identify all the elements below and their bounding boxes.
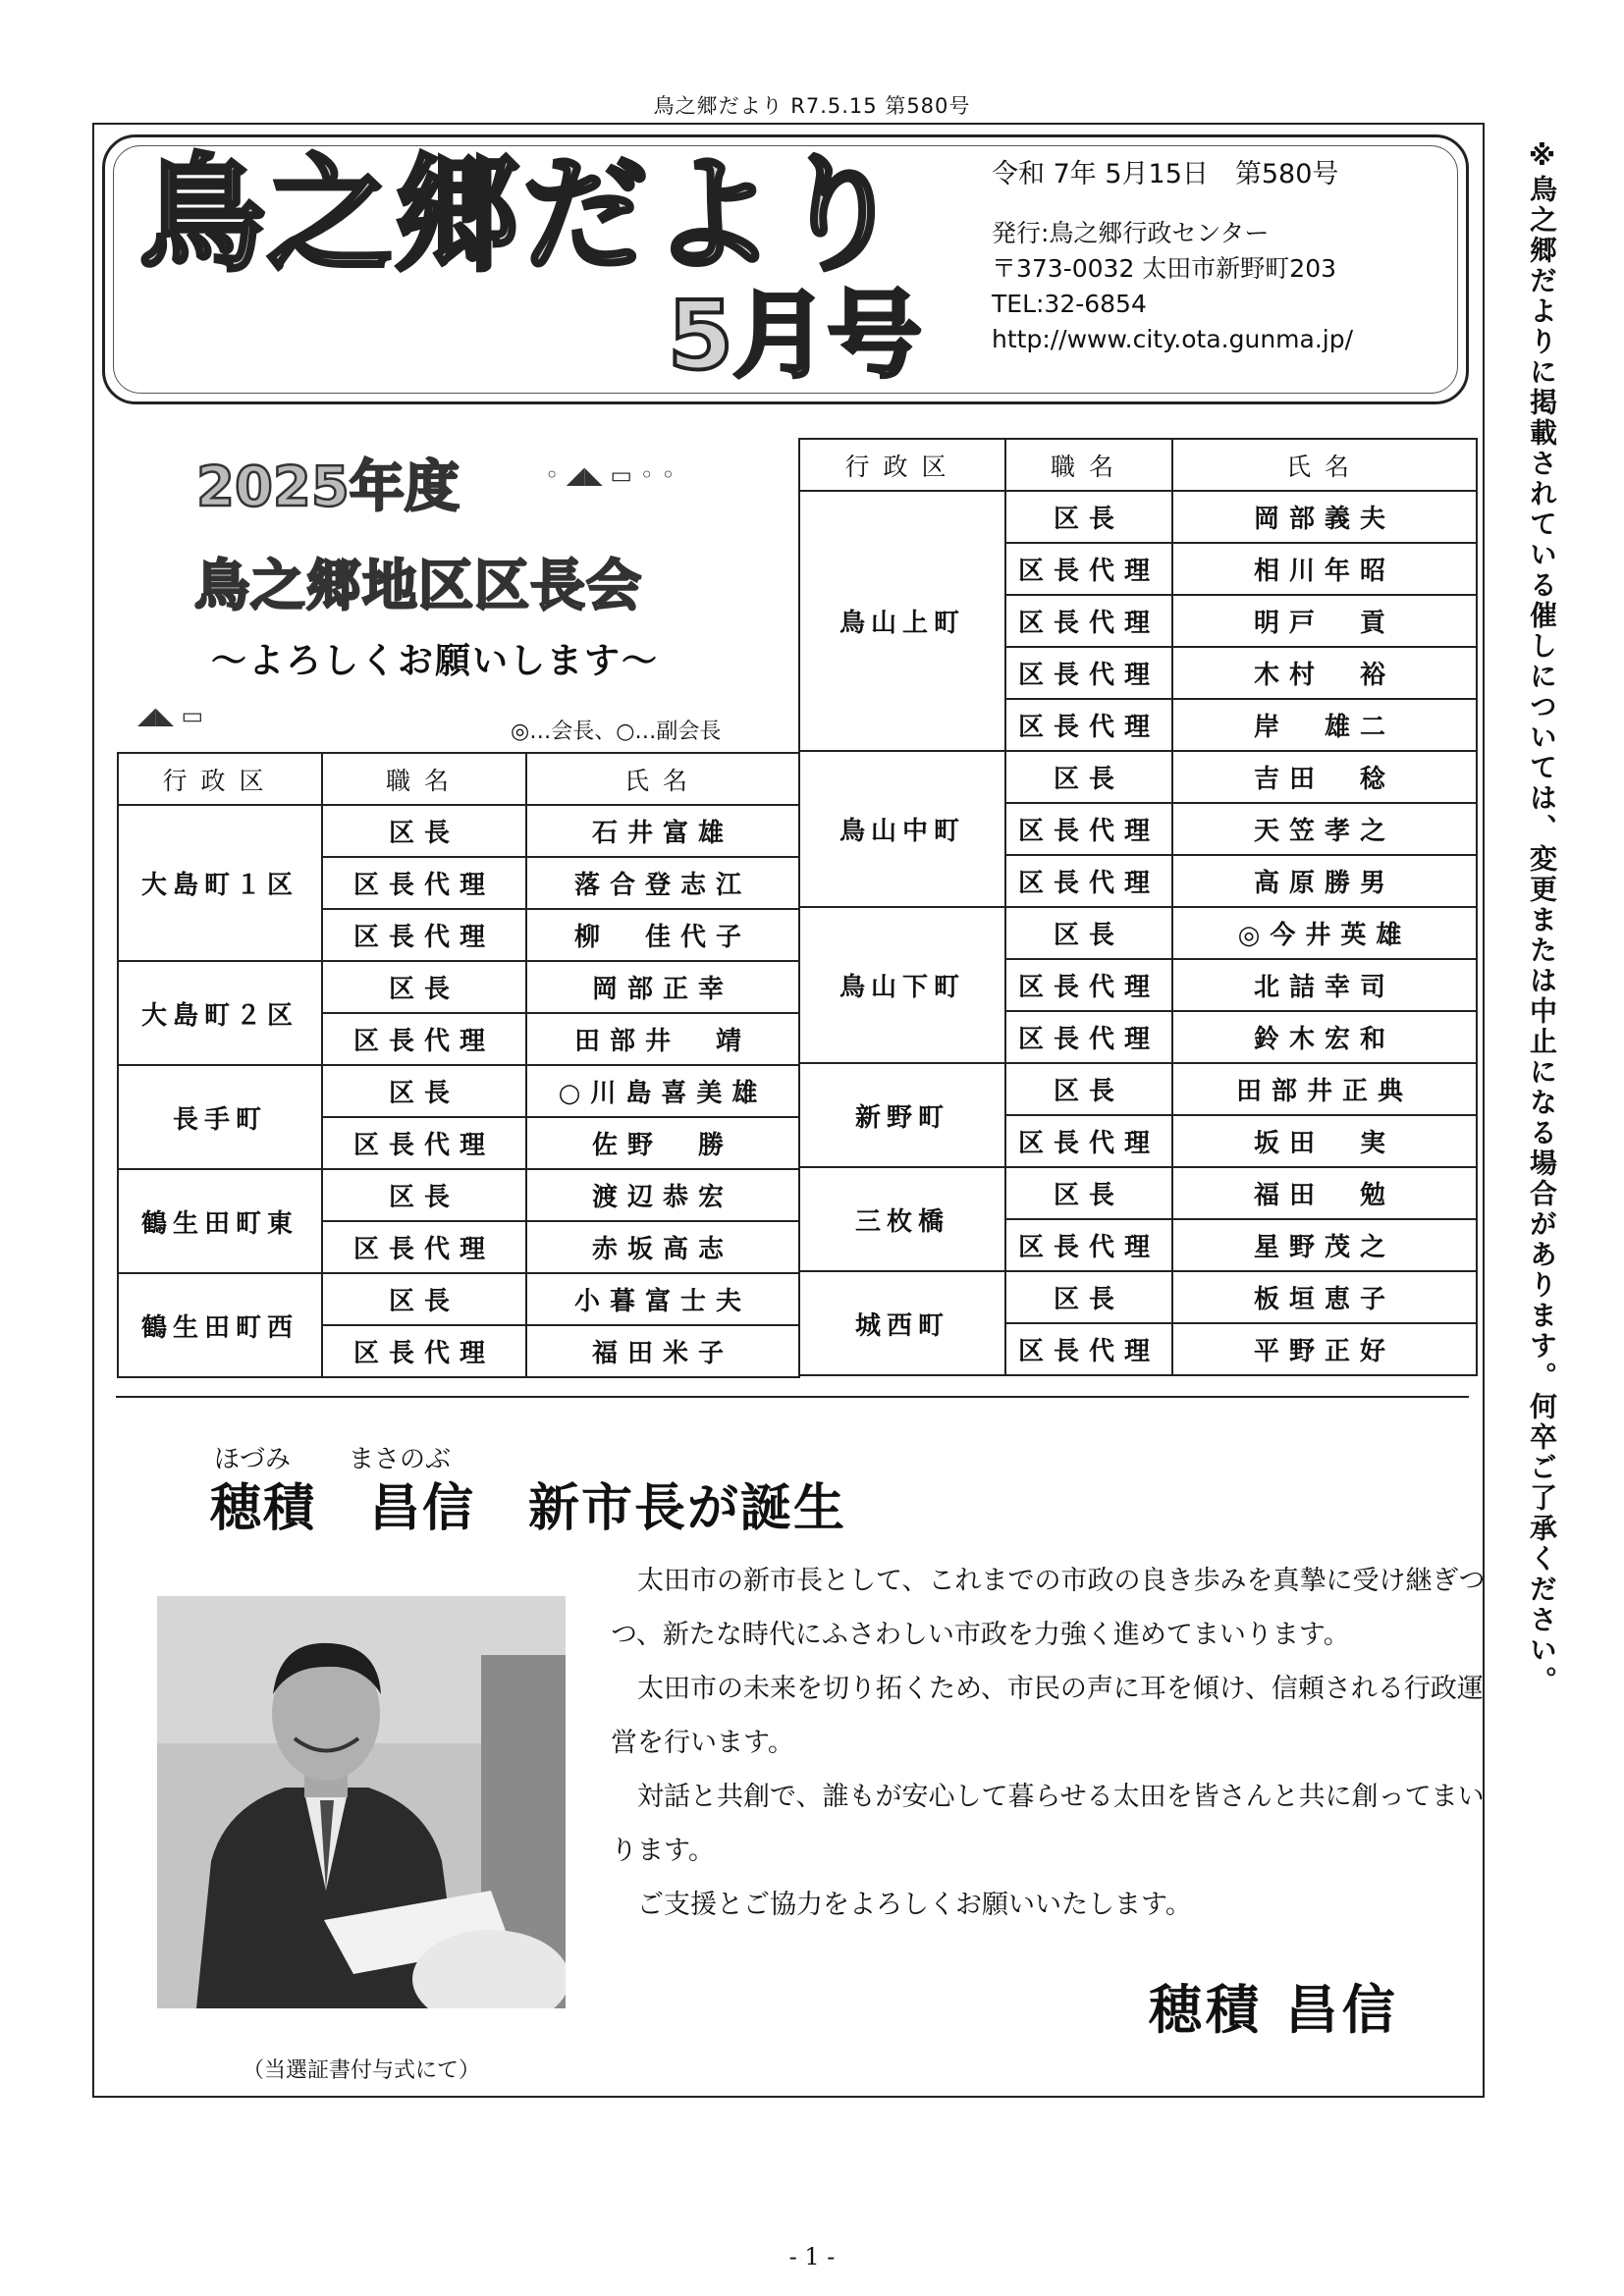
name-cell: 吉田 稔 <box>1172 751 1477 803</box>
mayor-heading: 穂積 昌信 新市長が誕生 <box>210 1479 847 1538</box>
name-cell: 鈴木宏和 <box>1172 1011 1477 1063</box>
position-cell: 区長代理 <box>322 857 526 909</box>
name-cell: 佐野 勝 <box>526 1117 799 1169</box>
message-paragraph: 太田市の未来を切り拓くため、市民の声に耳を傾け、信頼される行政運営を行います。 <box>611 1674 1484 1758</box>
name-cell: 岡部正幸 <box>526 961 799 1013</box>
position-cell: 区長 <box>322 1169 526 1221</box>
district-cell: 鳥山上町 <box>799 491 1005 751</box>
district-cell: 城西町 <box>799 1271 1005 1375</box>
position-cell: 区長代理 <box>1005 595 1172 647</box>
position-cell: 区長 <box>322 805 526 857</box>
header-position: 職名 <box>322 753 526 805</box>
name-cell: 田部井正典 <box>1172 1063 1477 1115</box>
table-row <box>118 1273 799 1325</box>
district-cell: 長手町 <box>118 1065 322 1169</box>
table-row <box>799 1063 1477 1115</box>
name-cell: 坂田 実 <box>1172 1115 1477 1167</box>
table-row <box>799 1271 1477 1323</box>
position-cell: 区長代理 <box>322 909 526 961</box>
district-cell: 鶴生田町西 <box>118 1273 322 1377</box>
position-cell: 区長代理 <box>322 1325 526 1377</box>
position-cell: 区長 <box>1005 1271 1172 1323</box>
table-header-row <box>799 439 1477 491</box>
district-cell: 鶴生田町東 <box>118 1169 322 1273</box>
position-cell: 区長代理 <box>1005 1115 1172 1167</box>
position-cell: 区長 <box>1005 1167 1172 1219</box>
name-cell: 田部井 靖 <box>526 1013 799 1065</box>
side-notice: ※鳥之郷だよりに掲載されている催しについては、変更または中止になる場合があります。何卒ご了承ください。 <box>1526 139 1558 1696</box>
district-cell: 新野町 <box>799 1063 1005 1167</box>
message-paragraph: 太田市の新市長として、これまでの市政の良き歩みを真摯に受け継ぎつつ、新たな時代にふさわしい市政を力強く進めてまいります。 <box>611 1566 1486 1650</box>
district-cell: 大島町２区 <box>118 961 322 1065</box>
address: 〒373-0032 太田市新野町203 <box>992 254 1337 283</box>
event-greeting: 〜よろしくお願いします〜 <box>211 641 660 681</box>
name-cell: 石井富雄 <box>526 805 799 857</box>
position-cell: 区長代理 <box>322 1117 526 1169</box>
event-heading-name: 鳥之郷地区区長会 <box>194 555 642 618</box>
district-cell: 鳥山下町 <box>799 907 1005 1063</box>
name-cell: 高原勝男 <box>1172 855 1477 907</box>
header-district: 行政区 <box>118 753 322 805</box>
telephone: TEL:32-6854 <box>992 290 1147 318</box>
position-cell: 区長代理 <box>322 1221 526 1273</box>
position-cell: 区長 <box>1005 751 1172 803</box>
position-cell: 区長代理 <box>1005 959 1172 1011</box>
table-row <box>799 751 1477 803</box>
position-cell: 区長代理 <box>1005 699 1172 751</box>
position-cell: 区長 <box>1005 491 1172 543</box>
name-cell: 岡部義夫 <box>1172 491 1477 543</box>
header-position: 職名 <box>1005 439 1172 491</box>
name-cell: 渡辺恭宏 <box>526 1169 799 1221</box>
table-row <box>799 1167 1477 1219</box>
position-cell: 区長代理 <box>1005 1011 1172 1063</box>
message-paragraph: 対話と共創で、誰もが安心して暮らせる太田を皆さんと共に創ってまいります。 <box>611 1782 1485 1866</box>
header-district: 行政区 <box>799 439 1005 491</box>
mayor-message <box>611 1554 1494 1932</box>
table-row <box>118 961 799 1013</box>
name-cell: 相川年昭 <box>1172 543 1477 595</box>
ruby-given-name: まさのぶ <box>349 1445 452 1474</box>
name-cell: 板垣恵子 <box>1172 1271 1477 1323</box>
mayor-photo <box>157 1596 566 2008</box>
table-row <box>118 1065 799 1117</box>
event-heading-year: 2025年度 <box>196 455 460 519</box>
page-number: - 1 - <box>788 2243 836 2270</box>
table-row <box>118 805 799 857</box>
photo-caption: （当選証書付与式にて） <box>242 2058 480 2083</box>
position-cell: 区長代理 <box>1005 647 1172 699</box>
table-row <box>118 1169 799 1221</box>
name-cell: ◎今井英雄 <box>1172 907 1477 959</box>
running-header: 鳥之郷だより R7.5.15 第580号 <box>653 94 971 118</box>
table-row <box>799 907 1477 959</box>
left-officers-table <box>117 752 800 1378</box>
position-cell: 区長 <box>322 1065 526 1117</box>
name-cell: 赤坂高志 <box>526 1221 799 1273</box>
right-officers-table <box>798 438 1478 1376</box>
position-cell: 区長代理 <box>322 1013 526 1065</box>
section-divider <box>116 1396 1469 1398</box>
name-cell: 福田 勉 <box>1172 1167 1477 1219</box>
position-cell: 区長代理 <box>1005 803 1172 855</box>
position-cell: 区長 <box>1005 907 1172 959</box>
table-row <box>799 491 1477 543</box>
name-cell: 福田米子 <box>526 1325 799 1377</box>
name-cell: 明戸 貢 <box>1172 595 1477 647</box>
legend: ◎…会長、○…副会長 <box>511 720 722 744</box>
position-cell: 区長 <box>322 961 526 1013</box>
district-cell: 大島町１区 <box>118 805 322 961</box>
name-cell: ○川島喜美雄 <box>526 1065 799 1117</box>
mayor-signature: 穂積 昌信 <box>1149 1978 1399 2041</box>
table-header-row <box>118 753 799 805</box>
position-cell: 区長 <box>322 1273 526 1325</box>
masthead-month: 5月号 <box>668 281 922 391</box>
ruby-family-name: ほづみ <box>214 1445 292 1474</box>
name-cell: 星野茂之 <box>1172 1219 1477 1271</box>
position-cell: 区長代理 <box>1005 855 1172 907</box>
name-cell: 木村 裕 <box>1172 647 1477 699</box>
name-cell: 北詰幸司 <box>1172 959 1477 1011</box>
position-cell: 区長代理 <box>1005 1219 1172 1271</box>
name-cell: 柳 佳代子 <box>526 909 799 961</box>
publisher: 発行:鳥之郷行政センター <box>992 219 1270 247</box>
publication-info <box>992 157 1453 357</box>
dots-icon: ◦ ◢◣ ▭ ◦ ◦ <box>545 461 676 489</box>
issue-date: 令和 7年 5月15日 第580号 <box>992 159 1339 189</box>
position-cell: 区長 <box>1005 1063 1172 1115</box>
name-cell: 落合登志江 <box>526 857 799 909</box>
name-cell: 小暮富士夫 <box>526 1273 799 1325</box>
masthead-title: 鳥之郷だより <box>139 142 906 289</box>
name-cell: 天笠孝之 <box>1172 803 1477 855</box>
message-paragraph: ご支援とご協力をよろしくお願いいたします。 <box>637 1890 1192 1920</box>
carp-streamer-icon: ◢◣ ▭ <box>137 702 204 729</box>
district-cell: 鳥山中町 <box>799 751 1005 907</box>
header-name: 氏名 <box>1172 439 1477 491</box>
header-name: 氏名 <box>526 753 799 805</box>
position-cell: 区長代理 <box>1005 1323 1172 1375</box>
name-cell: 岸 雄二 <box>1172 699 1477 751</box>
position-cell: 区長代理 <box>1005 543 1172 595</box>
district-cell: 三枚橋 <box>799 1167 1005 1271</box>
name-cell: 平野正好 <box>1172 1323 1477 1375</box>
website-url: http://www.city.ota.gunma.jp/ <box>992 325 1354 353</box>
